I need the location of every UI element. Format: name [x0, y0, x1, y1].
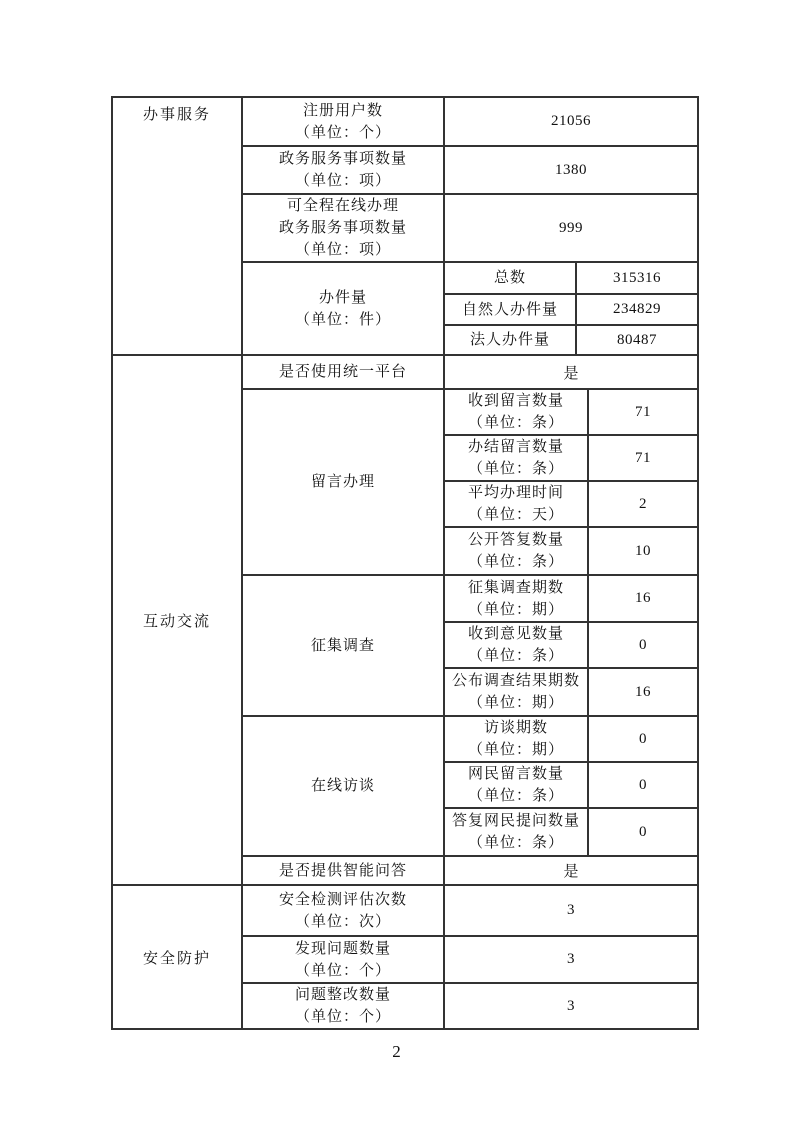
- metric-label-cell: [242, 936, 444, 983]
- metric-unit-line: （单位：项）: [294, 173, 391, 189]
- sub-metric-unit-line: （单位：条）: [467, 788, 564, 804]
- page-number: 2: [392, 1042, 401, 1061]
- sub-metric-unit-line: （单位：期）: [467, 695, 564, 711]
- metric-value-cell: 是: [444, 856, 698, 885]
- metric-group-label-line: 办件量: [318, 289, 367, 306]
- metric-group-label-line: 征集调查: [310, 637, 375, 654]
- sub-metric-label-cell: [444, 294, 576, 325]
- metric-label-cell: [242, 355, 444, 389]
- sub-metric-label-line: 公布调查结果期数: [451, 673, 580, 689]
- metric-label-cell: [242, 146, 444, 194]
- metric-group-label-line: 留言办理: [310, 474, 375, 490]
- sub-metric-label-line: 访谈期数: [483, 720, 548, 736]
- sub-metric-value-cell: 71: [588, 435, 698, 481]
- sub-metric-label-cell: [444, 668, 588, 716]
- sub-metric-label-line: 总数: [493, 270, 526, 286]
- metric-group-label-line: 在线访谈: [310, 778, 375, 794]
- sub-metric-value-cell: 10: [588, 527, 698, 575]
- sub-metric-value-cell: 16: [588, 668, 698, 716]
- annual-report-table: [111, 96, 699, 1030]
- metric-group-cell: [242, 389, 444, 575]
- sub-metric-label-line: 网民留言数量: [467, 766, 564, 782]
- sub-metric-label-line: 收到意见数量: [467, 626, 564, 642]
- sub-metric-label-line: 自然人办件量: [461, 301, 558, 318]
- metric-label-line: 安全检测评估次数: [278, 891, 407, 908]
- sub-metric-unit-line: （单位：条）: [467, 415, 564, 431]
- sub-metric-value-cell: 80487: [576, 325, 698, 355]
- metric-label-cell: [242, 97, 444, 146]
- section-title-interaction: 互动交流: [112, 355, 242, 885]
- metric-group-cell: [242, 575, 444, 716]
- sub-metric-label-line: 答复网民提问数量: [451, 813, 580, 829]
- sub-metric-label-cell: [444, 622, 588, 668]
- section-title-security: 安全防护: [112, 885, 242, 1029]
- sub-metric-unit-line: （单位：条）: [467, 461, 564, 477]
- sub-metric-value-cell: 0: [588, 762, 698, 808]
- metric-label-line: 发现问题数量: [294, 940, 391, 957]
- metric-label-cell: [242, 856, 444, 885]
- sub-metric-label-cell: [444, 325, 576, 355]
- metric-value-cell: 1380: [444, 146, 698, 194]
- metric-label-cell: [242, 194, 444, 262]
- metric-label-cell: [242, 983, 444, 1029]
- sub-metric-value-cell: 16: [588, 575, 698, 622]
- sub-metric-unit-line: （单位：期）: [467, 742, 564, 758]
- metric-value-cell: 21056: [444, 97, 698, 146]
- sub-metric-label-line: 办结留言数量: [467, 439, 564, 455]
- sub-metric-value-cell: 0: [588, 716, 698, 762]
- metric-unit-line: （单位：个）: [294, 124, 391, 141]
- sub-metric-label-line: 法人办件量: [469, 332, 550, 348]
- sub-metric-unit-line: （单位：条）: [467, 648, 564, 664]
- sub-metric-label-cell: [444, 389, 588, 435]
- sub-metric-value-cell: 234829: [576, 294, 698, 325]
- sub-metric-label-cell: [444, 716, 588, 762]
- sub-metric-label-line: 公开答复数量: [467, 532, 564, 548]
- sub-metric-unit-line: （单位：条）: [467, 835, 564, 851]
- metric-label-line: 是否提供智能问答: [278, 862, 407, 879]
- metric-value-cell: 3: [444, 983, 698, 1029]
- sub-metric-unit-line: （单位：条）: [467, 554, 564, 570]
- metric-label-line: 是否使用统一平台: [278, 364, 407, 380]
- sub-metric-value-cell: 315316: [576, 262, 698, 294]
- sub-metric-label-cell: [444, 435, 588, 481]
- metric-value-cell: 999: [444, 194, 698, 262]
- sub-metric-label-cell: [444, 527, 588, 575]
- metric-label-line: 政务服务事项数量: [278, 220, 407, 236]
- sub-metric-unit-line: （单位：天）: [467, 507, 564, 523]
- sub-metric-unit-line: （单位：期）: [467, 601, 564, 618]
- metric-value-cell: 是: [444, 355, 698, 389]
- metric-label-line: 政务服务事项数量: [278, 151, 407, 167]
- sub-metric-label-cell: [444, 481, 588, 527]
- sub-metric-label-line: 征集调查期数: [467, 579, 564, 596]
- sub-metric-label-line: 平均办理时间: [467, 485, 564, 501]
- metric-label-line: 注册用户数: [302, 102, 383, 119]
- metric-value-cell: 3: [444, 885, 698, 936]
- sub-metric-value-cell: 71: [588, 389, 698, 435]
- sub-metric-value-cell: 0: [588, 808, 698, 856]
- sub-metric-label-cell: [444, 575, 588, 622]
- metric-group-cell: [242, 262, 444, 355]
- sub-metric-label-cell: [444, 808, 588, 856]
- metric-unit-line: （单位：个）: [294, 1009, 391, 1025]
- metric-value-cell: 3: [444, 936, 698, 983]
- metric-label-line: 可全程在线办理: [286, 198, 399, 214]
- metric-unit-line: （单位：个）: [294, 962, 391, 979]
- sub-metric-value-cell: 0: [588, 622, 698, 668]
- section-title-service: 办事服务: [112, 97, 242, 355]
- metric-unit-line: （单位：次）: [294, 913, 391, 930]
- sub-metric-label-cell: [444, 262, 576, 294]
- metric-label-cell: [242, 885, 444, 936]
- sub-metric-value-cell: 2: [588, 481, 698, 527]
- metric-unit-line: （单位：件）: [294, 311, 391, 328]
- metric-group-cell: [242, 716, 444, 856]
- metric-label-line: 问题整改数量: [294, 987, 391, 1003]
- metric-unit-line: （单位：项）: [294, 242, 391, 258]
- sub-metric-label-cell: [444, 762, 588, 808]
- sub-metric-label-line: 收到留言数量: [467, 393, 564, 409]
